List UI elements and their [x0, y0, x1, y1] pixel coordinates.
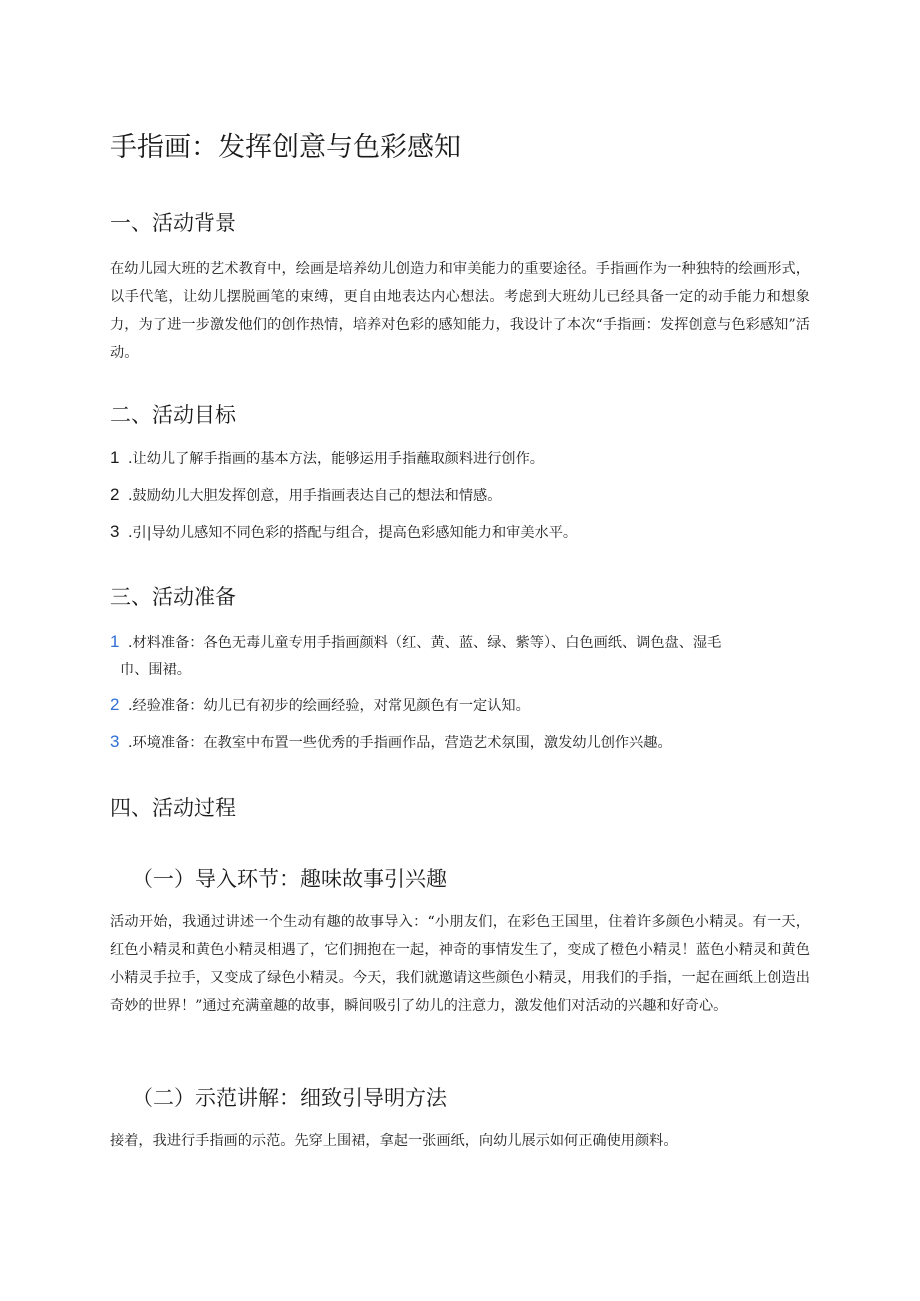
prep-item-3: [110, 728, 810, 757]
subheading-demo: （二）示范讲解：细致引导明方法: [132, 1086, 447, 1110]
list-text-continued: 巾、围裙。: [120, 662, 191, 678]
heading-preparation: 三、活动准备: [110, 585, 236, 609]
heading-background: 一、活动背景: [110, 211, 236, 235]
heading-goals: 二、活动目标: [110, 403, 236, 427]
list-text: .引|导幼儿感知不同色彩的搭配与组合，提高色彩感知能力和审美水平。: [128, 525, 578, 541]
paragraph-demo: 接着，我进行手指画的示范。先穿上围裙，拿起一张画纸，向幼儿展示如何正确使用颜料。: [110, 1133, 678, 1149]
paragraph-background: 在幼儿园大班的艺术教育中，绘画是培养幼儿创造力和审美能力的重要途径。手指画作为一种独特的绘画形式，以手代笔，让幼儿摆脱画笔的束缚，更自由地表达内心想法。考虑到大班幼儿已经具备一定的动手能力和想象力，为了进一步激发他们的创作热情，培养对色彩的感知能力，我设计了本次“手指画：发挥创意与色彩感知”活动。: [110, 261, 810, 361]
heading-process: 四、活动过程: [110, 796, 236, 820]
list-number: 1: [110, 632, 120, 651]
list-text: .经验准备：幼儿已有初步的绘画经验，对常见颜色有一定认知。: [128, 698, 530, 714]
list-text: .鼓励幼儿大胆发挥创意，用手指画表达自己的想法和情感。: [128, 488, 502, 504]
goal-item-3: [110, 518, 810, 547]
subheading-intro: （一）导入环节：趣味故事引兴趣: [132, 867, 447, 891]
paragraph-intro: 活动开始，我通过讲述一个生动有趣的故事导入：“小朋友们，在彩色王国里，住着许多颜色小精灵。有一天，红色小精灵和黄色小精灵相遇了，它们拥抱在一起，神奇的事情发生了，变成了橙色小精灵！蓝色小精灵和黄色小精灵手拉手，又变成了绿色小精灵。今天，我们就邀请这些颜色小精灵，用我们的手指，一起在画纸上创造出奇妙的世界！”通过充满童趣的故事，瞬间吸引了幼儿的注意力，激发他们对活动的兴趣和好奇心。: [110, 914, 810, 1014]
goal-item-1: [110, 444, 810, 473]
document-title: 手指画：发挥创意与色彩感知: [110, 132, 461, 163]
list-number: 3: [110, 732, 120, 751]
list-text: .材料准备：各色无毒儿童专用手指画颜料（红、黄、蓝、绿、紫等）、白色画纸、调色盘、湿毛: [128, 635, 722, 651]
prep-item-2: [110, 691, 810, 720]
goal-item-2: [110, 481, 810, 510]
list-text: .环境准备：在教室中布置一些优秀的手指画作品，营造艺术氛围，激发幼儿创作兴趣。: [128, 735, 672, 751]
list-number: 2: [110, 485, 120, 504]
prep-item-1: [110, 628, 810, 684]
list-number: 3: [110, 522, 120, 541]
list-number: 1: [110, 448, 120, 467]
list-number: 2: [110, 695, 120, 714]
list-text: .让幼儿了解手指画的基本方法，能够运用手指蘸取颜料进行创作。: [128, 451, 544, 467]
